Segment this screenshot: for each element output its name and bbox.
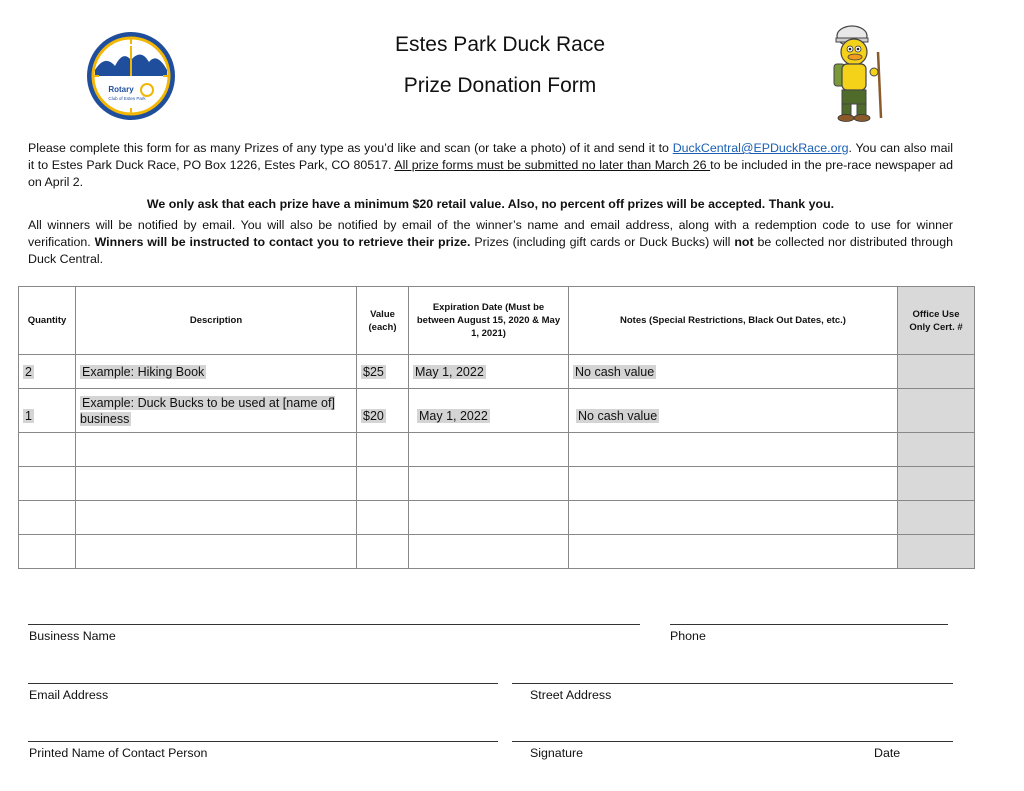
cell-description[interactable]: [76, 501, 357, 535]
deadline-text: All prize forms must be submitted no later than March 26: [394, 158, 711, 172]
business-name-line[interactable]: [28, 624, 640, 625]
signature-line[interactable]: [512, 741, 953, 742]
cell-description[interactable]: [76, 467, 357, 501]
cell-quantity[interactable]: 2: [19, 355, 76, 389]
signature-label: Signature: [530, 746, 584, 760]
intro-text-2: . You can also mail it to Estes Park Duck Race, PO Box 1226, Estes Park, CO 80517.: [28, 141, 953, 172]
cell-notes[interactable]: No cash value: [569, 355, 898, 389]
winners-paragraph: [28, 217, 953, 268]
cell-notes[interactable]: [569, 467, 898, 501]
page-subtitle: Prize Donation Form: [403, 74, 597, 97]
intro-text-1: Please complete this form for as many Prizes of any type as you’d like and scan (or take a photo) of it and send it to: [28, 141, 673, 155]
printed-name-label: Printed Name of Contact Person: [29, 746, 208, 760]
cell-notes[interactable]: [569, 433, 898, 467]
table-row: [19, 433, 975, 467]
cell-description[interactable]: [76, 535, 357, 569]
cell-notes[interactable]: [569, 535, 898, 569]
cell-office-use: [898, 389, 975, 433]
cell-value[interactable]: [357, 467, 409, 501]
cell-office-use: [898, 501, 975, 535]
cell-description[interactable]: Example: Duck Bucks to be used at [name of] business: [76, 389, 357, 433]
business-name-label: Business Name: [29, 629, 116, 643]
col-office-use: Office Use Only Cert. #: [898, 287, 975, 355]
cell-value[interactable]: $20: [357, 389, 409, 433]
cell-quantity[interactable]: [19, 535, 76, 569]
minimum-value-notice: We only ask that each prize have a minimum $20 retail value. Also, no percent off prizes will be accepted. Thank you.: [146, 197, 835, 211]
cell-office-use: [898, 467, 975, 501]
winners-text-3: be collected nor distributed through Duck Central.: [28, 235, 953, 266]
phone-label: Phone: [670, 629, 706, 643]
winners-not: not: [734, 235, 754, 249]
prize-table: [18, 286, 975, 569]
cell-value[interactable]: $25: [357, 355, 409, 389]
winners-text-2: Prizes (including gift cards or Duck Bucks) will: [470, 235, 735, 249]
cell-office-use: [898, 355, 975, 389]
cell-value[interactable]: [357, 433, 409, 467]
date-label: Date: [874, 746, 901, 760]
cell-quantity[interactable]: [19, 501, 76, 535]
cell-expiration[interactable]: [409, 535, 569, 569]
cell-notes[interactable]: No cash value: [569, 389, 898, 433]
street-address-label: Street Address: [530, 688, 612, 702]
winners-text-1: All winners will be notified by email. You will also be notified by email of the winner’s name and email address, along with a redemption code to use for winner verification.: [28, 218, 953, 249]
email-label: Email Address: [29, 688, 109, 702]
cell-expiration[interactable]: [409, 467, 569, 501]
cell-expiration[interactable]: [409, 501, 569, 535]
table-row: [19, 535, 975, 569]
table-row: [19, 501, 975, 535]
cell-description[interactable]: [76, 433, 357, 467]
col-value: Value (each): [357, 287, 409, 355]
cell-office-use: [898, 433, 975, 467]
col-expiration: Expiration Date (Must be between August 15, 2020 & May 1, 2021): [409, 287, 569, 355]
cell-quantity[interactable]: [19, 433, 76, 467]
cell-quantity[interactable]: 1: [19, 389, 76, 433]
cell-value[interactable]: [357, 501, 409, 535]
intro-text-3: to be included in the pre-race newspaper ad on April 2.: [28, 158, 953, 189]
rotary-logo-text: Rotary: [108, 85, 134, 94]
cell-expiration[interactable]: [409, 433, 569, 467]
page-title: Estes Park Duck Race: [394, 33, 606, 56]
street-address-line[interactable]: [512, 683, 953, 684]
intro-paragraph: [28, 140, 953, 191]
cell-expiration[interactable]: May 1, 2022: [409, 355, 569, 389]
table-row: [19, 355, 975, 389]
col-quantity: Quantity: [19, 287, 76, 355]
printed-name-line[interactable]: [28, 741, 498, 742]
table-row: [19, 389, 975, 433]
table-header-row: [19, 287, 975, 355]
cell-office-use: [898, 535, 975, 569]
table-row: [19, 467, 975, 501]
phone-line[interactable]: [670, 624, 948, 625]
rotary-logo-subtext: Club of Estes Park: [108, 96, 146, 101]
col-description: Description: [76, 287, 357, 355]
cell-expiration[interactable]: May 1, 2022: [409, 389, 569, 433]
cell-notes[interactable]: [569, 501, 898, 535]
cell-value[interactable]: [357, 535, 409, 569]
winners-instruction: Winners will be instructed to contact you to retrieve their prize.: [94, 235, 471, 249]
email-link[interactable]: DuckCentral@EPDuckRace.org: [672, 141, 849, 155]
cell-description[interactable]: Example: Hiking Book: [76, 355, 357, 389]
col-notes: Notes (Special Restrictions, Black Out Dates, etc.): [569, 287, 898, 355]
email-line[interactable]: [28, 683, 498, 684]
cell-quantity[interactable]: [19, 467, 76, 501]
